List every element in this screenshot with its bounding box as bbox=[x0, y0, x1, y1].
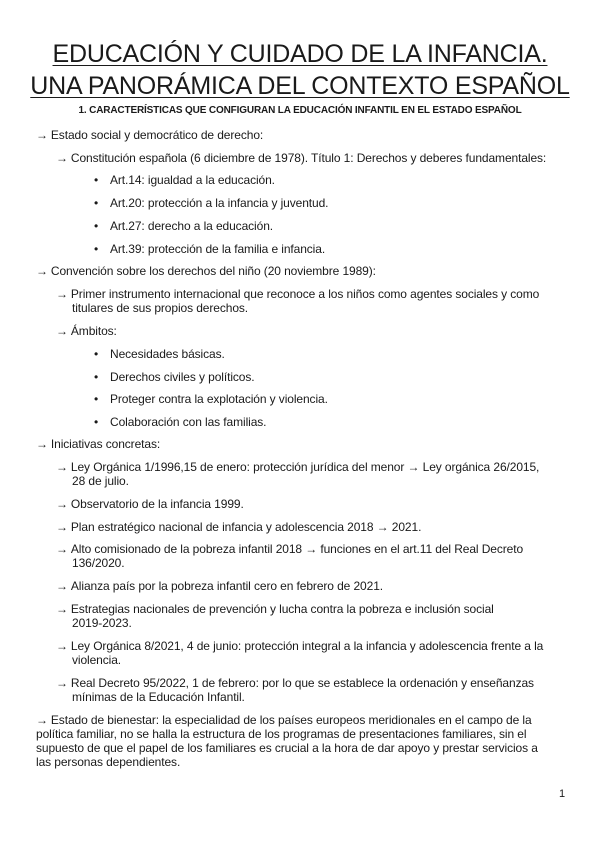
bullet-icon: • bbox=[94, 173, 99, 187]
initiative-4-cont: 136/2020. bbox=[72, 556, 125, 570]
initiative-8-cont: mínimas de la Educación Infantil. bbox=[72, 690, 245, 704]
list-item: Proteger contra la explotación y violencia. bbox=[110, 392, 328, 406]
arrow-icon: → bbox=[56, 324, 68, 338]
initiative-text: Ley Orgánica 1/1996,15 de enero: protección jurídica del menor → Ley orgánica 26/2015, bbox=[70, 460, 540, 474]
arrow-icon: → bbox=[56, 676, 68, 690]
bullet-icon: • bbox=[94, 415, 99, 429]
initiative-7 bbox=[56, 639, 543, 654]
arrow-icon: → bbox=[36, 437, 48, 451]
arrow-icon: → bbox=[56, 579, 68, 593]
section-3-heading bbox=[36, 437, 160, 452]
sub-text: Primer instrumento internacional que reconoce a los niños como agentes sociales y como bbox=[70, 287, 540, 301]
initiative-text: Plan estratégico nacional de infancia y adolescencia 2018 → 2021. bbox=[70, 520, 422, 534]
section-4-line-2: política familiar, no se halla la estructura de los programas de presentaciones familiares, sin el bbox=[36, 727, 527, 741]
paragraph-text: Estado de bienestar: la especialidad de los países europeos meridionales en el campo de la bbox=[50, 713, 532, 727]
document-title-line-2: UNA PANORÁMICA DEL CONTEXTO ESPAÑOL bbox=[30, 72, 570, 100]
arrow-icon: → bbox=[56, 542, 68, 556]
bullet-icon: • bbox=[94, 370, 99, 384]
arrow-icon: → bbox=[56, 520, 68, 534]
list-item: Art.27: derecho a la educación. bbox=[110, 219, 274, 233]
page-number: 1 bbox=[559, 788, 566, 800]
sub-text: Constitución española (6 diciembre de 1978). Título 1: Derechos y deberes fundamentales: bbox=[70, 151, 547, 165]
list-item: Art.39: protección de la familia e infancia. bbox=[110, 242, 326, 256]
heading-text: Estado social y democrático de derecho: bbox=[50, 128, 264, 142]
initiative-1 bbox=[56, 460, 539, 475]
arrow-icon: → bbox=[56, 497, 68, 511]
heading-text: Convención sobre los derechos del niño (20 noviembre 1989): bbox=[50, 264, 376, 278]
initiative-5 bbox=[56, 579, 383, 594]
arrow-icon: → bbox=[56, 151, 68, 165]
section-4-line-4: las personas dependientes. bbox=[36, 755, 181, 769]
arrow-icon: → bbox=[36, 128, 48, 142]
sub-text: Ámbitos: bbox=[70, 324, 117, 338]
list-item: Colaboración con las familias. bbox=[110, 415, 267, 429]
bullet-icon: • bbox=[94, 196, 99, 210]
arrow-icon: → bbox=[36, 264, 48, 278]
initiative-text: Estrategias nacionales de prevención y lucha contra la pobreza e inclusión social bbox=[70, 602, 494, 616]
initiative-4 bbox=[56, 542, 523, 557]
bullet-icon: • bbox=[94, 392, 99, 406]
initiative-6-cont: 2019-2023. bbox=[72, 616, 132, 630]
initiative-7-cont: violencia. bbox=[72, 653, 122, 667]
section-2-heading bbox=[36, 264, 376, 279]
initiative-6 bbox=[56, 602, 494, 617]
list-item: Art.14: igualdad a la educación. bbox=[110, 173, 275, 187]
arrow-icon: → bbox=[56, 602, 68, 616]
document-title-line-1: EDUCACIÓN Y CUIDADO DE LA INFANCIA. bbox=[52, 40, 548, 68]
arrow-icon: → bbox=[36, 713, 48, 727]
initiative-8 bbox=[56, 676, 534, 691]
arrow-icon: → bbox=[56, 460, 68, 474]
section-2-sub-1 bbox=[56, 287, 539, 302]
initiative-3 bbox=[56, 520, 421, 535]
section-subtitle: 1. CARACTERÍSTICAS QUE CONFIGURAN LA EDUCACIÓN INFANTIL EN EL ESTADO ESPAÑOL bbox=[78, 105, 522, 116]
initiative-2 bbox=[56, 497, 244, 512]
initiative-text: Alianza país por la pobreza infantil cero en febrero de 2021. bbox=[70, 579, 384, 593]
list-item: Derechos civiles y políticos. bbox=[110, 370, 255, 384]
initiative-text: Alto comisionado de la pobreza infantil 2018 → funciones en el art.11 del Real Decreto bbox=[70, 542, 524, 556]
initiative-text: Ley Orgánica 8/2021, 4 de junio: protección integral a la infancia y adolescencia frente a la bbox=[70, 639, 544, 653]
bullet-icon: • bbox=[94, 242, 99, 256]
section-4-line-1 bbox=[36, 713, 532, 728]
bullet-icon: • bbox=[94, 219, 99, 233]
initiative-1-cont: 28 de julio. bbox=[72, 474, 129, 488]
heading-text: Iniciativas concretas: bbox=[50, 437, 161, 451]
bullet-icon: • bbox=[94, 347, 99, 361]
section-2-sub-1-cont: titulares de sus propios derechos. bbox=[72, 301, 249, 315]
section-1-heading bbox=[36, 128, 263, 143]
arrow-icon: → bbox=[56, 287, 68, 301]
section-4-line-3: supuesto de que el papel de los familiares es crucial a la hora de dar apoyo y prestar servicios a bbox=[36, 741, 538, 755]
section-1-sub bbox=[56, 151, 546, 166]
section-2-sub-2 bbox=[56, 324, 117, 339]
list-item: Art.20: protección a la infancia y juventud. bbox=[110, 196, 329, 210]
initiative-text: Real Decreto 95/2022, 1 de febrero: por lo que se establece la ordenación y enseñanzas bbox=[70, 676, 534, 690]
initiative-text: Observatorio de la infancia 1999. bbox=[70, 497, 244, 511]
arrow-icon: → bbox=[56, 639, 68, 653]
list-item: Necesidades básicas. bbox=[110, 347, 225, 361]
